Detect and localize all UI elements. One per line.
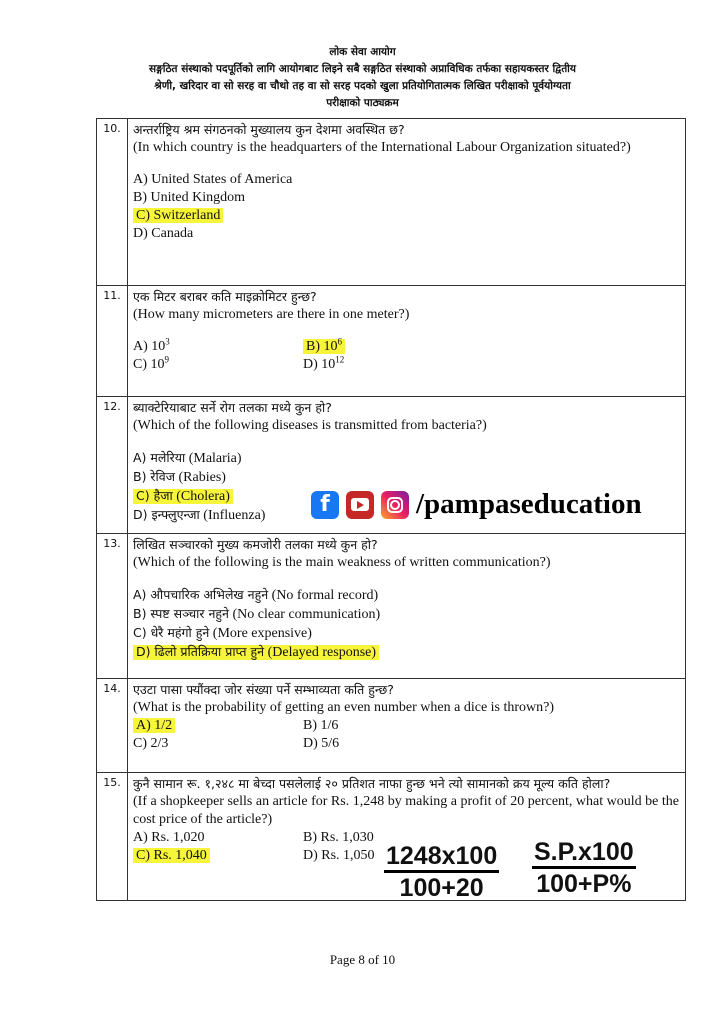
question-row [97,286,686,397]
question-row [97,119,686,286]
option-d: D) Canada [133,226,194,241]
option-b: B) United Kingdom [133,190,245,205]
option-b: B) रेविज (Rabies) [133,469,226,485]
question-text-np: ब्याक्टेरियाबाट सर्ने रोग तलका मध्ये कुन हो? [133,400,332,415]
option-b: B) Rs. 1,030 [303,830,374,845]
social-watermark [311,488,642,521]
facebook-icon: f [311,491,339,519]
header-line-4: परीक्षाको पाठ्यक्रम [326,97,399,109]
option-a: A) $10^3$ [133,336,170,354]
formula-denominator: 100+P% [536,870,632,898]
question-text-en: (How many micrometers are there in one meter?) [133,307,410,322]
question-text-np: कुनै सामान रू. १,२४८ मा बेच्दा पसलेलाई २० प्रतिशत नाफा हुन्छ भने त्यो सामानको क्रय मूल्य कति होला? [133,776,611,791]
question-text-np: एक मिटर बराबर कति माइक्रोमिटर हुन्छ? [133,289,317,304]
question-number: 15. [97,773,128,901]
header-line-2: सङ्गठित संस्थाको पदपूर्तिको लागि आयोगबाट लिइने सबै सङ्गठित संस्थाको अप्राविधिक तर्फका सहायकस्तर द्वितीय [148,63,576,75]
page-header [0,44,725,112]
question-text-np: लिखित सञ्चारको मुख्य कमजोरी तलका मध्ये कुन हो? [133,537,378,552]
header-line-3: श्रेणी, खरिदार वा सो सरह वा चौथो तह वा सो सरह पदको खुला प्रतियोगितात्मक लिखित परीक्षाको पूर्वयोग्यता [154,80,571,92]
question-text-np: एउटा पासा फ्यौंक्दा जोर संख्या पर्ने सम्भाव्यता कति हुन्छ? [133,682,394,697]
question-number: 11. [97,286,128,397]
question-number: 12. [97,397,128,534]
question-number: 13. [97,534,128,679]
question-body [128,286,686,397]
question-row [97,679,686,773]
option-d: D) इन्फ्लुएन्जा (Influenza) [133,507,266,523]
formula-numerator: 1248x100 [384,842,499,873]
question-text-en: (In which country is the headquarters of the International Labour Organization situated?) [133,140,631,155]
option-a: A) औपचारिक अभिलेख नहुने (No formal record) [133,587,379,603]
option-b: B) 1/6 [303,718,339,733]
option-c: C) $10^9$ [133,354,169,372]
option-a: A) Rs. 1,020 [133,830,205,845]
page-footer: Page 8 of 10 [329,952,396,967]
social-handle: /pampaseducation [416,488,642,520]
option-c-highlighted: C) Switzerland [133,208,223,223]
option-d-highlighted: D) ढिलो प्रतिक्रिया प्राप्त हुने (Delayed response) [133,643,679,662]
formula-denominator: 100+20 [399,874,484,902]
question-number: 10. [97,119,128,286]
formula-calculation [384,842,499,903]
question-text-en: (If a shopkeeper sells an article for Rs. 1,248 by making a profit of 20 percent, what would be the cost price of the article?) [133,794,679,827]
formula-numerator: S.P.x100 [532,838,636,869]
option-b-highlighted: B) $10^6$ [303,338,345,356]
formula-general [532,838,636,899]
option-d: D) 5/6 [303,736,340,751]
header-line-1: लोक सेवा आयोग [329,46,396,58]
option-a: A) मलेरिया (Malaria) [133,450,242,466]
question-number: 14. [97,679,128,773]
option-b: B) स्पष्ट सञ्चार नहुने (No clear communication) [133,606,381,622]
question-text-en: (Which of the following is the main weakness of written communication?) [133,555,551,570]
option-d: D) $10^{12}$ [303,354,345,372]
question-text-en: (Which of the following diseases is transmitted from bacteria?) [133,418,487,433]
question-body [128,679,686,773]
option-a: A) United States of America [133,172,293,187]
question-body [128,534,686,679]
option-c-highlighted: C) Rs. 1,040 [133,848,210,863]
question-text-np: अन्तर्राष्ट्रिय श्रम संगठनको मुख्यालय कुन देशमा अवस्थित छ? [133,122,405,137]
option-a-highlighted: A) 1/2 [133,718,175,733]
option-c: C) धेरै महंगो हुने (More expensive) [133,625,312,641]
question-text-en: (What is the probability of getting an even number when a dice is thrown?) [133,700,555,715]
youtube-icon [346,491,374,519]
option-d: D) Rs. 1,050 [303,848,375,863]
question-body [128,119,686,286]
instagram-icon [381,491,409,519]
question-row [97,534,686,679]
option-c-highlighted: C) हैजा (Cholera) [133,487,679,506]
option-c: C) 2/3 [133,736,169,751]
